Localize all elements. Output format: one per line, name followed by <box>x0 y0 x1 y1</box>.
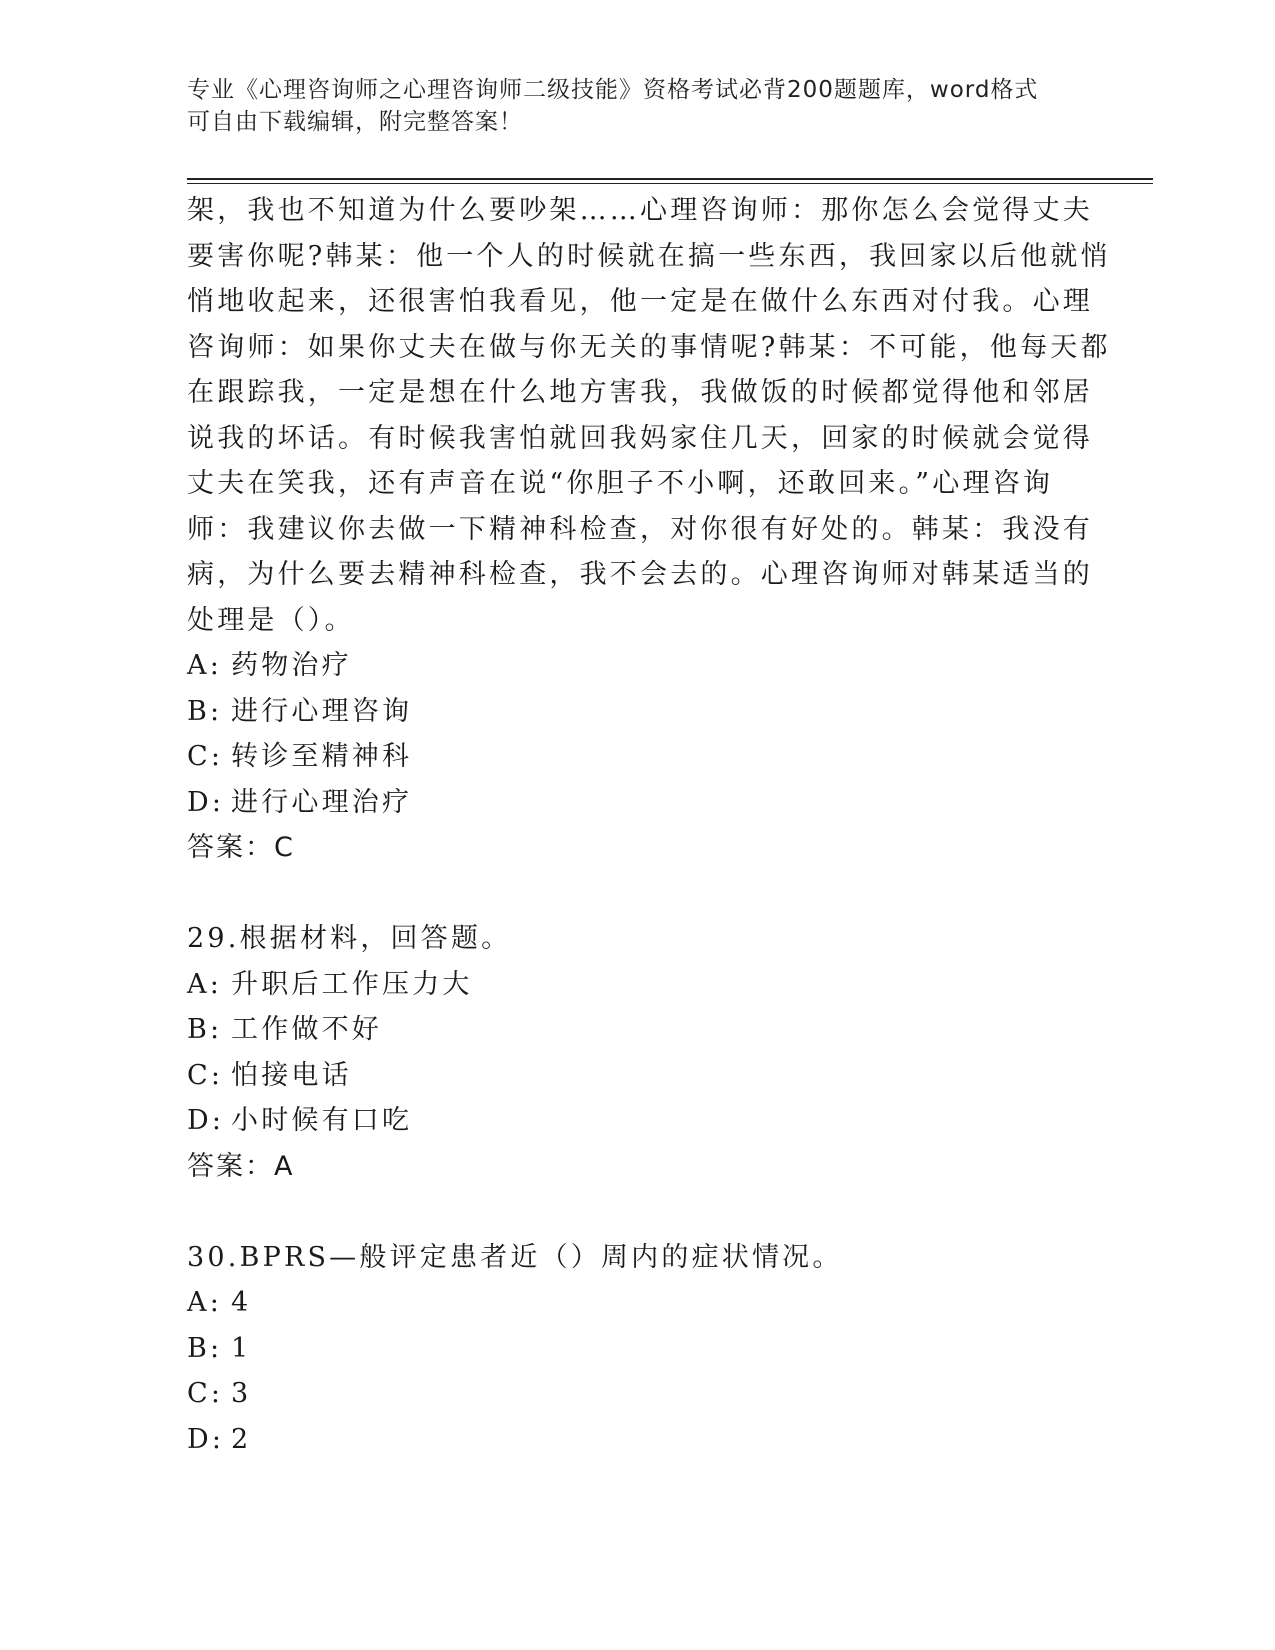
option-d <box>187 780 1067 826</box>
option-key: D: <box>187 1105 225 1136</box>
stem-line: 悄地收起来，还很害怕我看见，他一定是在做什么东西对付我。心理 <box>187 286 1093 317</box>
option-b <box>187 1007 1067 1053</box>
option-key: D: <box>187 786 225 818</box>
option-c <box>187 734 1067 780</box>
option-key: A: <box>187 650 222 681</box>
option-text: 药物治疗 <box>231 650 352 681</box>
option-key: A: <box>187 968 222 1000</box>
stem-line: 架，我也不知道为什么要吵架……心理咨询师：那你怎么会觉得丈夫 <box>187 195 1093 226</box>
stem-line: 师：我建议你去做一下精神科检查，对你很有好处的。韩某：我没有 <box>187 513 1093 545</box>
stem-line: 在跟踪我，一定是想在什么地方害我，我做饭的时候都觉得他和邻居 <box>187 377 1093 408</box>
question-30-stem: 30.BPRS—般评定患者近（）周内的症状情况。 <box>187 1241 843 1273</box>
option-c <box>187 1371 1067 1417</box>
option-text: 1 <box>231 1332 252 1364</box>
question-29 <box>187 916 1067 1189</box>
stem-line: 病，为什么要去精神科检查，我不会去的。心理咨询师对韩某适当的 <box>187 559 1093 590</box>
answer-line: 答案：A <box>187 1150 295 1182</box>
option-text: 怕接电话 <box>231 1059 352 1091</box>
page-header <box>187 74 1067 138</box>
header-divider-thick <box>187 178 1153 180</box>
header-title-line-1: 专业《心理咨询师之心理咨询师二级技能》资格考试必背200题题库，word格式 <box>187 77 1039 103</box>
stem-line: 要害你呢?韩某：他一个人的时候就在搞一些东西，我回家以后他就悄 <box>187 240 1111 272</box>
option-a <box>187 962 1067 1008</box>
option-key: B: <box>187 1014 223 1045</box>
answer-line: 答案：C <box>187 832 295 863</box>
stem-line: 处理是（）。 <box>187 604 355 636</box>
option-d <box>187 1098 1067 1144</box>
option-text: 3 <box>231 1378 252 1409</box>
option-key: B: <box>187 1332 223 1364</box>
option-key: D: <box>187 1423 225 1455</box>
option-key: C: <box>187 1378 224 1409</box>
option-text: 进行心理治疗 <box>231 786 413 818</box>
option-key: B: <box>187 695 223 727</box>
option-d <box>187 1417 1067 1463</box>
option-text: 转诊至精神科 <box>231 741 413 772</box>
spacer <box>187 871 1067 917</box>
option-text: 升职后工作压力大 <box>231 968 473 1000</box>
question-30 <box>187 1235 1067 1463</box>
option-c <box>187 1053 1067 1099</box>
document-body <box>187 188 1111 1462</box>
option-b <box>187 689 1067 735</box>
option-b <box>187 1326 1067 1372</box>
option-text: 工作做不好 <box>231 1014 382 1045</box>
question-28-stem <box>187 188 1111 643</box>
stem-line: 说我的坏话。有时候我害怕就回我妈家住几天，回家的时候就会觉得 <box>187 422 1093 454</box>
question-29-stem: 29.根据材料，回答题。 <box>187 923 512 954</box>
option-text: 进行心理咨询 <box>231 695 413 727</box>
question-28 <box>187 188 1111 871</box>
option-key: C: <box>187 741 224 772</box>
option-key: C: <box>187 1059 224 1091</box>
stem-line: 咨询师：如果你丈夫在做与你无关的事情呢?韩某：不可能，他每天都 <box>187 331 1111 363</box>
stem-line: 丈夫在笑我，还有声音在说“你胆子不小啊，还敢回来。”心理咨询 <box>187 468 1054 499</box>
option-text: 2 <box>231 1423 252 1455</box>
option-a <box>187 643 1067 689</box>
header-title-line-2: 可自由下载编辑，附完整答案！ <box>187 109 523 135</box>
option-key: A: <box>187 1287 222 1318</box>
option-text: 小时候有口吃 <box>231 1105 413 1136</box>
spacer <box>187 1189 1067 1235</box>
option-text: 4 <box>231 1287 252 1318</box>
option-a <box>187 1280 1067 1326</box>
header-divider-thin <box>187 183 1153 184</box>
